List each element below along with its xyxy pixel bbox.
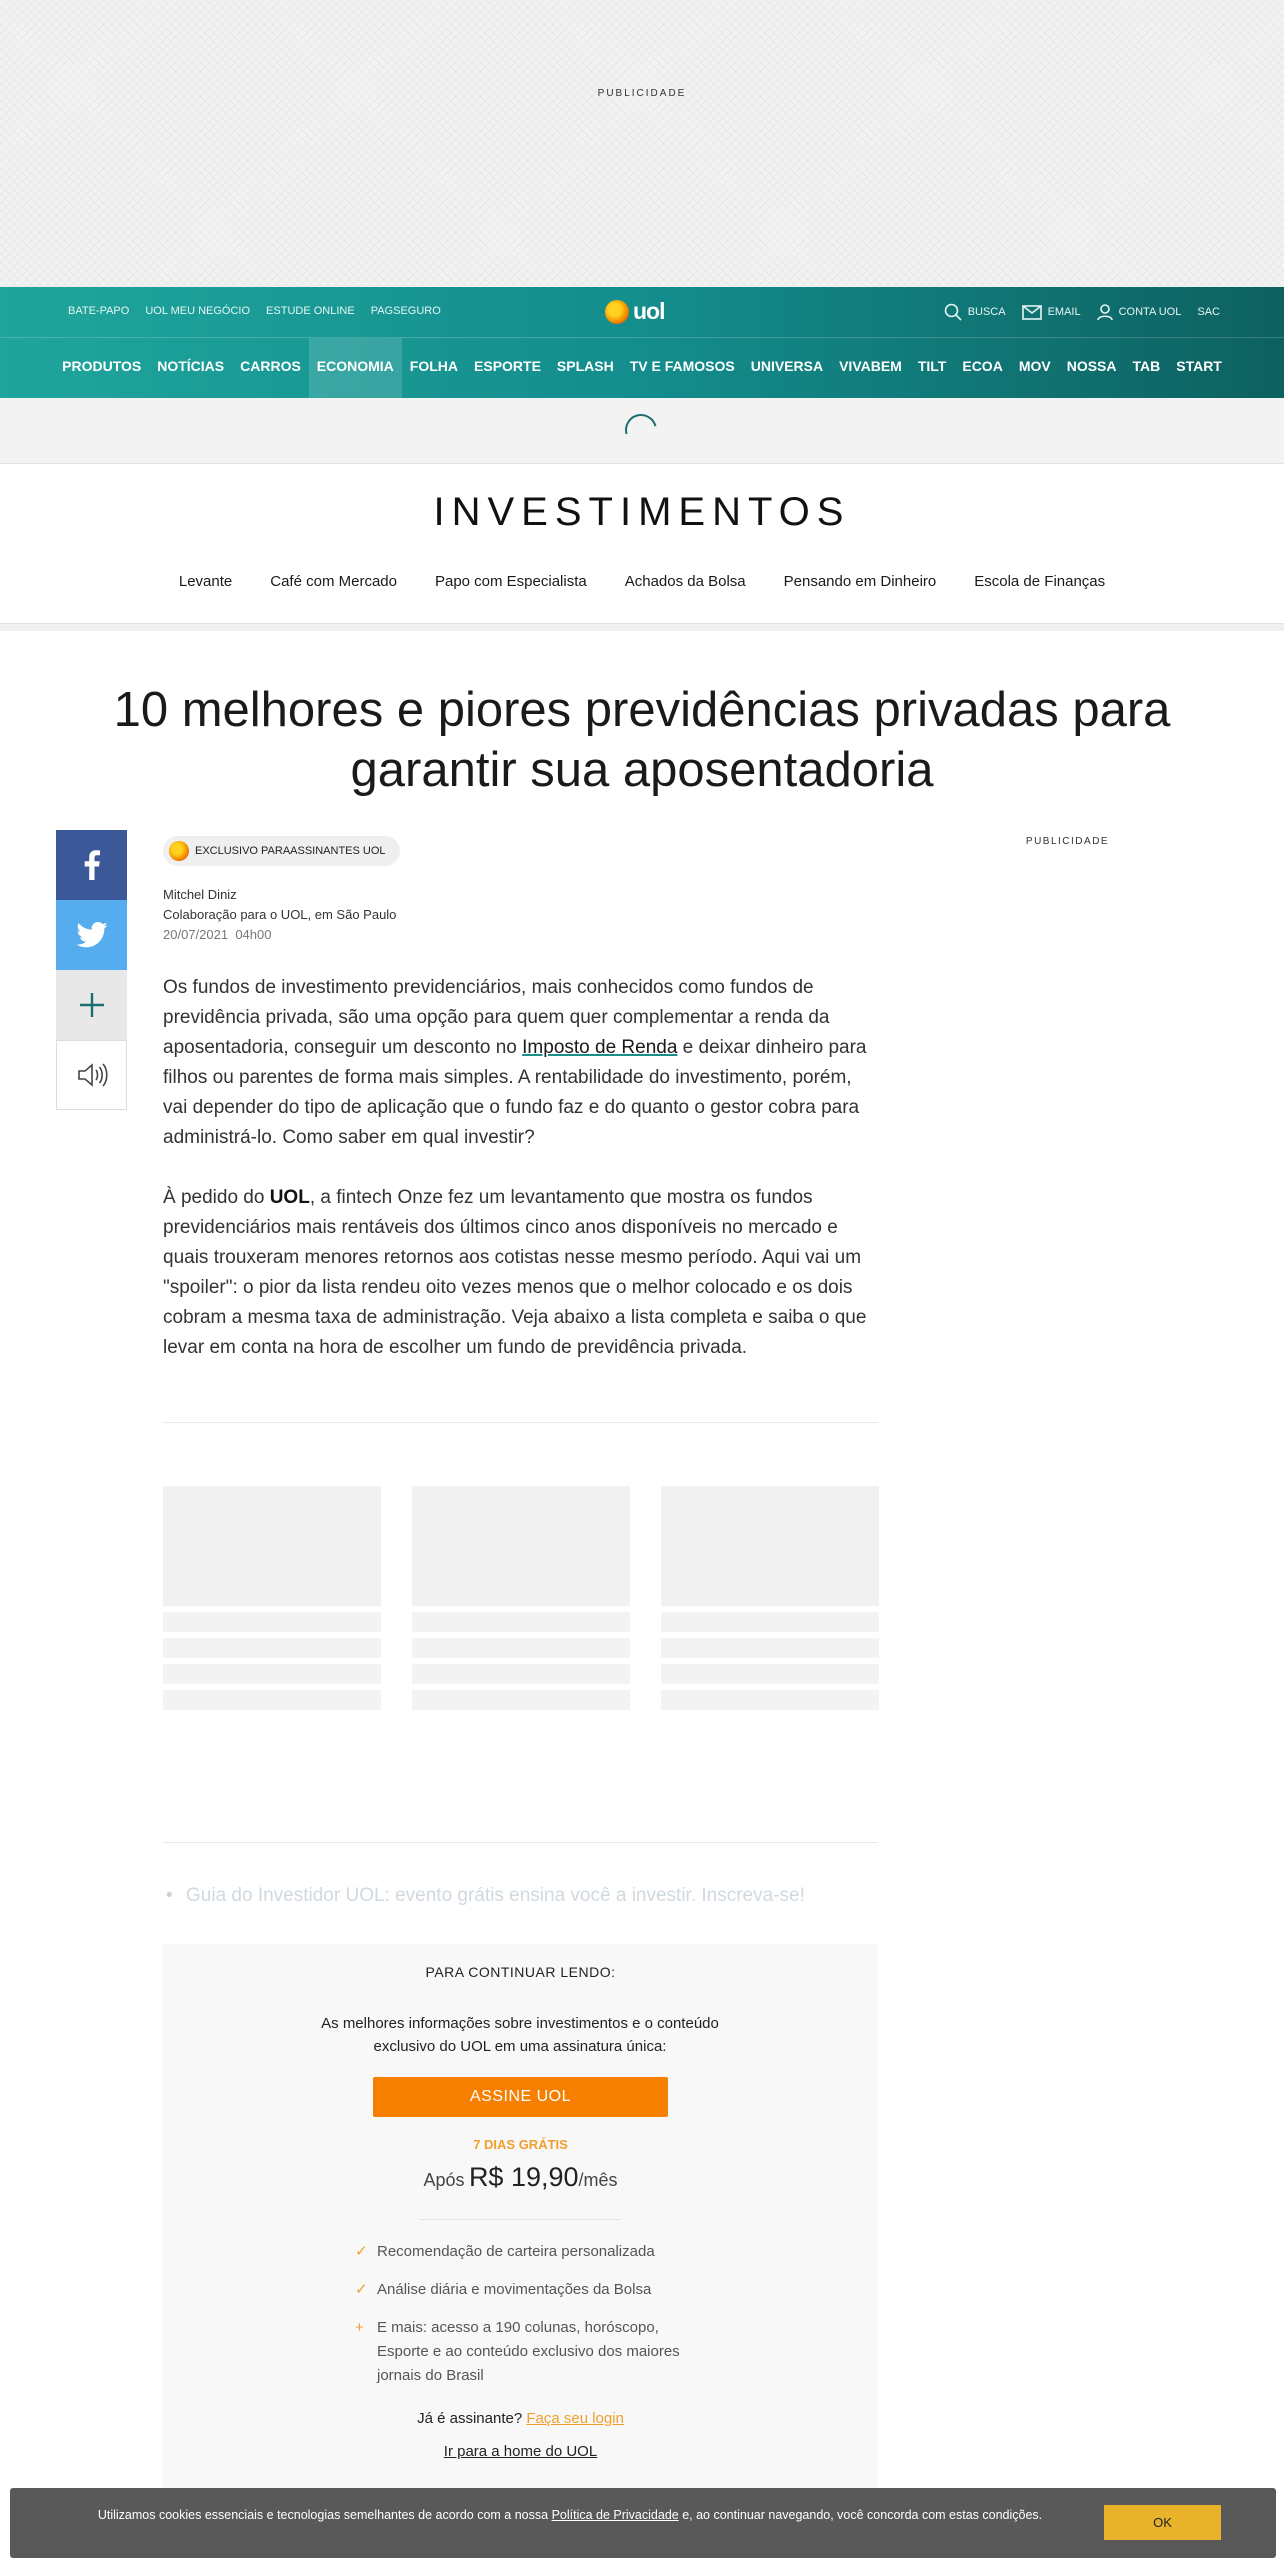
uol-badge-icon: [169, 841, 189, 861]
placeholder-line: [412, 1638, 630, 1658]
uol-logo[interactable]: [605, 298, 665, 325]
top-link-meu-negocio[interactable]: UOL MEU NEGÓCIO: [145, 305, 251, 317]
ad-label: PUBLICIDADE: [597, 88, 687, 99]
price-suffix: /mês: [578, 2170, 618, 2190]
benefit-item: [355, 2316, 685, 2388]
privacy-policy-link[interactable]: Política de Privacidade: [551, 2508, 679, 2522]
content-divider: [163, 1422, 878, 1423]
login-question: Já é assinante?: [417, 2410, 523, 2427]
sac-link[interactable]: [1197, 306, 1220, 318]
article-collaboration: Colaboração para o UOL, em São Paulo: [163, 907, 397, 922]
check-icon: ✓: [355, 2281, 368, 2298]
email-button[interactable]: [1022, 305, 1081, 320]
paywall-description: As melhores informações sobre investimentos e o conteúdo exclusivo do UOL em uma assinatura única:: [321, 2015, 719, 2055]
nav-item-folha[interactable]: FOLHA: [409, 358, 459, 374]
nav-item-economia[interactable]: ECONOMIA: [309, 338, 402, 399]
cookie-text: [70, 2507, 1070, 2523]
article-date: 20/07/2021: [163, 927, 229, 942]
nav-item-noticias[interactable]: NOTÍCIAS: [157, 358, 225, 374]
uol-logo-icon: [605, 300, 629, 324]
nav-item-nossa[interactable]: NOSSA: [1066, 358, 1117, 374]
facebook-share-button[interactable]: [56, 830, 127, 900]
plus-icon: [78, 991, 106, 1019]
facebook-icon: [84, 850, 100, 880]
trial-label: 7 DIAS GRÁTIS: [473, 2137, 568, 2152]
placeholder-image: [412, 1486, 630, 1606]
placeholder-line: [163, 1612, 381, 1632]
top-link-pagseguro[interactable]: PAGSEGURO: [370, 305, 441, 317]
benefit-text: E mais: acesso a 190 colunas, horóscopo, Esporte e ao conteúdo exclusivo dos maiores jornais do Brasil: [377, 2319, 680, 2384]
loading-spinner-icon: [619, 408, 663, 452]
article-time: 04h00: [235, 927, 272, 942]
account-label: CONTA UOL: [1118, 306, 1182, 318]
subnav-item-achados-da-bolsa[interactable]: Achados da Bolsa: [624, 573, 746, 590]
more-share-button[interactable]: [56, 970, 127, 1040]
user-icon: [1097, 304, 1113, 321]
sac-label: SAC: [1197, 306, 1220, 318]
loading-card-placeholder: [163, 1486, 381, 1710]
search-icon: [944, 303, 962, 321]
twitter-share-button[interactable]: [56, 900, 127, 970]
placeholder-line: [412, 1664, 630, 1684]
exclusive-badge: [163, 836, 400, 866]
nav-item-splash[interactable]: SPLASH: [556, 358, 614, 374]
placeholder-line: [412, 1612, 630, 1632]
placeholder-image: [661, 1486, 879, 1606]
cookie-banner: [10, 2488, 1276, 2558]
placeholder-line: [661, 1664, 879, 1684]
nav-item-ecoa[interactable]: ECOA: [962, 358, 1003, 374]
benefit-text: Recomendação de carteira personalizada: [377, 2243, 655, 2260]
login-link[interactable]: Faça seu login: [526, 2410, 624, 2427]
nav-item-produtos[interactable]: PRODUTOS: [62, 358, 142, 374]
subnav-item-escola-de-financas[interactable]: Escola de Finanças: [974, 573, 1106, 590]
uol-bold-text: UOL: [269, 1187, 310, 1208]
paragraph-text: À pedido do: [163, 1187, 270, 1208]
paragraph-text: Os fundos de investimento previdenciários, mais conhecidos como fundos de previdência privada, são uma opção para quem quer complementar a renda da aposentadoria, conseguir um desconto no: [163, 977, 830, 1058]
paywall-heading: PARA CONTINUAR LENDO:: [425, 1964, 616, 1980]
subnav-item-pensando-em-dinheiro[interactable]: Pensando em Dinheiro: [783, 573, 937, 590]
placeholder-line: [661, 1638, 879, 1658]
header-top-bar: [0, 287, 1284, 337]
top-link-bate-papo[interactable]: BATE-PAPO: [68, 305, 130, 317]
top-link-estude-online[interactable]: ESTUDE ONLINE: [266, 305, 355, 317]
placeholder-line: [412, 1690, 630, 1710]
exclusive-badge-label: EXCLUSIVO PARAASSINANTES UOL: [195, 845, 386, 857]
subnav-item-cafe-com-mercado[interactable]: Café com Mercado: [270, 573, 397, 590]
benefit-item: [355, 2278, 685, 2302]
article-datetime: [163, 927, 271, 942]
section-subnav: [0, 573, 1284, 590]
placeholder-line: [661, 1690, 879, 1710]
loading-strip: [0, 398, 1284, 464]
placeholder-image: [163, 1486, 381, 1606]
nav-item-vivabem[interactable]: VIVABEM: [839, 358, 902, 374]
imposto-de-renda-link[interactable]: Imposto de Renda: [522, 1037, 678, 1058]
loading-card-placeholder: [412, 1486, 630, 1710]
cookie-text-part: Utilizamos cookies essenciais e tecnologias semelhantes de acordo com a nossa: [97, 2508, 552, 2522]
article-paragraph-1: [163, 973, 878, 1153]
benefit-text: Análise diária e movimentações da Bolsa: [377, 2281, 652, 2298]
price-line: [163, 2162, 878, 2193]
nav-item-tv-e-famosos[interactable]: TV E FAMOSOS: [629, 358, 735, 374]
paywall-separator: [420, 2219, 620, 2220]
header-top-links: [68, 305, 441, 317]
faded-related-link: • Guia do Investidor UOL: evento grátis ensina você a investir. Inscreva-se!: [186, 1885, 805, 1907]
search-label: BUSCA: [967, 306, 1006, 318]
content-divider: [163, 1842, 878, 1843]
search-button[interactable]: [944, 303, 1006, 321]
benefits-list: [355, 2240, 685, 2402]
account-button[interactable]: [1097, 304, 1182, 321]
nav-item-esporte[interactable]: ESPORTE: [474, 358, 541, 374]
benefit-item: [355, 2240, 685, 2264]
email-icon: [1022, 305, 1042, 320]
article-headline: 10 melhores e piores previdências privadas para garantir sua aposentadoria: [113, 683, 1171, 797]
paragraph-text: e deixar dinheiro para filhos ou parentes de forma mais simples. A rentabilidade do investimento, porém, vai depender do tipo de aplicação que o fundo faz e do quanto o gestor cobra para administrá-lo. Como saber em qual investir?: [163, 1037, 867, 1148]
login-line: [163, 2410, 878, 2427]
nav-item-universa[interactable]: UNIVERSA: [750, 358, 824, 374]
speaker-icon: [76, 1061, 108, 1089]
nav-item-tab[interactable]: TAB: [1132, 358, 1161, 374]
nav-item-start[interactable]: START: [1176, 358, 1222, 374]
subscribe-button[interactable]: ASSINE UOL: [373, 2077, 668, 2117]
share-bar: [56, 830, 127, 1110]
price-prefix: Após: [423, 2170, 465, 2190]
nav-item-mov[interactable]: MOV: [1018, 358, 1051, 374]
section-title: INVESTIMENTOS: [433, 490, 851, 534]
uol-logo-text: uol: [633, 298, 665, 324]
cookie-text-part: e, ao continuar navegando, você concorda com estas condições.: [678, 2508, 1043, 2522]
placeholder-line: [163, 1664, 381, 1684]
home-link[interactable]: Ir para a home do UOL: [443, 2443, 598, 2460]
cookie-ok-button[interactable]: OK: [1104, 2505, 1221, 2540]
loading-card-placeholder: [661, 1486, 879, 1710]
nav-item-carros[interactable]: CARROS: [240, 358, 301, 374]
paragraph-text: , a fintech Onze fez um levantamento que mostra os fundos previdenciários mais rentáveis dos últimos cinco anos disponíveis no mercado e quais trouxeram menores retornos aos cotistas nesse mesmo período. Aqui vai um "spoiler": o pior da lista rendeu oito vezes menos que o melhor colocado e os dois cobram a mesma taxa de administração. Veja abaixo a lista completa e saiba o que levar em conta na hora de escolher um fundo de previdência privada.: [163, 1187, 867, 1358]
article-paragraph-2: [163, 1183, 878, 1363]
site-header: [0, 287, 1284, 398]
email-label: EMAIL: [1047, 306, 1081, 318]
price-value: R$ 19,90: [468, 2162, 579, 2192]
listen-button[interactable]: [56, 1040, 127, 1110]
subnav-item-levante[interactable]: Levante: [178, 573, 233, 590]
header-right-links: [944, 303, 1220, 321]
check-icon: ✓: [355, 2243, 368, 2260]
twitter-icon: [76, 922, 108, 948]
placeholder-line: [661, 1612, 879, 1632]
plus-icon: +: [355, 2319, 364, 2336]
side-ad-label: PUBLICIDADE: [1025, 836, 1110, 847]
section-divider: [0, 623, 1284, 631]
placeholder-line: [163, 1690, 381, 1710]
placeholder-line: [163, 1638, 381, 1658]
main-nav: [0, 337, 1284, 398]
top-ad-banner: [0, 0, 1284, 287]
article-author[interactable]: Mitchel Diniz: [163, 887, 237, 902]
subnav-item-papo-com-especialista[interactable]: Papo com Especialista: [434, 573, 587, 590]
nav-item-tilt[interactable]: TILT: [917, 358, 947, 374]
paywall-box: [163, 1944, 878, 2504]
